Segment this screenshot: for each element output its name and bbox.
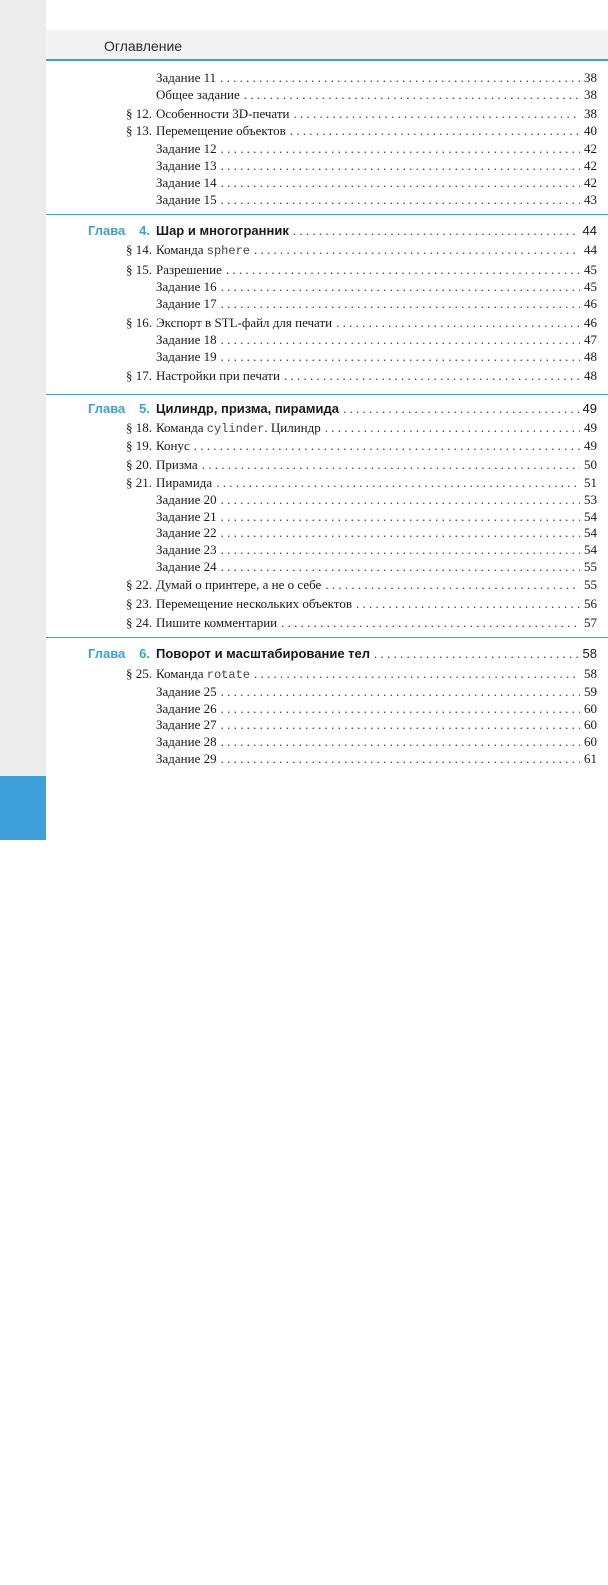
- entry-title-text: Перемещение нескольких объектов: [156, 596, 352, 611]
- toc-section-row: [0, 314, 597, 331]
- section-number: § 16.: [126, 315, 152, 330]
- entry-title-text: Экспорт в STL-файл для печати: [156, 315, 333, 330]
- entry-title-text: Разрешение: [156, 262, 222, 277]
- page-reference: 60: [584, 734, 597, 749]
- toc-entry-body: [156, 191, 597, 208]
- entry-title-text: Задание 16: [156, 279, 217, 294]
- page-reference: 46: [584, 296, 597, 311]
- dot-leader: [221, 331, 580, 348]
- page-reference: 42: [584, 141, 597, 156]
- dot-leader: [284, 367, 580, 384]
- toc-entry-title: [156, 348, 221, 365]
- toc-chapter-row: [0, 645, 597, 662]
- dot-leader: [325, 576, 580, 593]
- entry-title-suffix: . Цилиндр: [264, 420, 321, 435]
- page-reference: 49: [582, 401, 597, 416]
- toc-entry-title: [156, 456, 202, 473]
- dot-leader: [254, 241, 580, 258]
- toc-entry-title: [156, 474, 216, 491]
- dot-leader: [220, 69, 580, 86]
- toc-task-row: [0, 683, 597, 700]
- section-number: § 20.: [126, 457, 152, 472]
- page-reference: 59: [584, 684, 597, 699]
- toc-section-row: [0, 261, 597, 278]
- entry-title-text: Задание 24: [156, 559, 217, 574]
- page-reference: 60: [584, 701, 597, 716]
- page-reference: 42: [584, 175, 597, 190]
- toc-entry-body: [156, 241, 597, 260]
- entry-title-text: Задание 11: [156, 70, 217, 85]
- toc-entry-title: [156, 222, 293, 239]
- toc-entry-body: [156, 331, 597, 348]
- entry-title-text: Цилиндр, призма, пирамида: [156, 401, 339, 416]
- code-keyword: rotate: [206, 668, 250, 682]
- toc-entry-body: [156, 86, 597, 103]
- toc-entry-title: [156, 645, 374, 662]
- toc-entry-body: [156, 157, 597, 174]
- toc-section-row: [0, 576, 597, 593]
- dot-leader: [221, 157, 580, 174]
- toc-section-row: [0, 456, 597, 473]
- dot-leader: [221, 733, 580, 750]
- toc-entry-title: [156, 576, 325, 593]
- dot-leader: [221, 278, 580, 295]
- toc-entry-body: [156, 614, 597, 631]
- page-reference: 40: [584, 123, 597, 138]
- chapter-number: 5.: [139, 401, 150, 416]
- dot-leader: [221, 716, 580, 733]
- page-reference: 42: [584, 158, 597, 173]
- toc-entry-body: [156, 645, 597, 662]
- page-reference: 55: [584, 559, 597, 574]
- toc-entry-title: [156, 665, 254, 684]
- toc-entry-body: [156, 400, 597, 417]
- dot-leader: [290, 122, 580, 139]
- toc-section-row: [0, 105, 597, 122]
- page-reference: 48: [584, 349, 597, 364]
- entry-title-text: Задание 12: [156, 141, 217, 156]
- page-reference: 54: [584, 525, 597, 540]
- dot-leader: [221, 491, 580, 508]
- entry-title-text: Задание 14: [156, 175, 217, 190]
- page-reference: 46: [584, 315, 597, 330]
- toc-task-row: [0, 491, 597, 508]
- entry-title-text: Поворот и масштабирование тел: [156, 646, 371, 661]
- page-reference: 49: [584, 438, 597, 453]
- toc-entry-title: [156, 491, 221, 508]
- toc-entry-title: [156, 558, 221, 575]
- toc-entry-title: [156, 614, 281, 631]
- dot-leader: [221, 683, 580, 700]
- toc-entry-title: [156, 86, 244, 103]
- toc-chapter-row: [0, 400, 597, 417]
- entry-title-text: Пишите комментарии: [156, 615, 278, 630]
- entry-title-text: Задание 26: [156, 701, 217, 716]
- toc-entry-title: [156, 400, 343, 417]
- entry-title-text: Задание 19: [156, 349, 217, 364]
- dot-leader: [221, 750, 580, 767]
- toc-entry-body: [156, 456, 597, 473]
- toc-entry-body: [156, 541, 597, 558]
- entry-title-text: Задание 17: [156, 296, 217, 311]
- chapter-label: Глава: [88, 401, 126, 416]
- toc-task-row: [0, 295, 597, 312]
- section-number: § 14.: [126, 242, 152, 257]
- toc-entry-body: [156, 665, 597, 684]
- toc-task-row: [0, 86, 597, 103]
- dot-leader: [221, 140, 580, 157]
- toc-entry-title: [156, 750, 221, 767]
- page-reference: 49: [584, 420, 597, 435]
- toc-entry-body: [156, 122, 597, 139]
- toc-task-row: [0, 733, 597, 750]
- entry-title-text: Задание 28: [156, 734, 217, 749]
- toc-entry-body: [156, 419, 597, 438]
- toc-section-row: [0, 474, 597, 491]
- dot-leader: [216, 474, 580, 491]
- toc-entry-body: [156, 750, 597, 767]
- entry-title-text: Задание 20: [156, 492, 217, 507]
- toc-entry-body: [156, 576, 597, 593]
- entry-title-text: Команда: [156, 420, 207, 435]
- toc-entry-body: [156, 348, 597, 365]
- dot-leader: [194, 437, 580, 454]
- toc-entry-body: [156, 174, 597, 191]
- dot-leader: [325, 419, 580, 436]
- chapter-divider: [46, 637, 608, 638]
- entry-title-text: Конус: [156, 438, 190, 453]
- toc-entry-title: [156, 367, 284, 384]
- dot-leader: [221, 348, 580, 365]
- toc-section-row: [0, 241, 597, 258]
- toc-entry-title: [156, 69, 220, 86]
- page-reference: 60: [584, 717, 597, 732]
- toc-chapter-row: [0, 222, 597, 239]
- section-number: § 24.: [126, 615, 152, 630]
- toc-task-row: [0, 541, 597, 558]
- entry-title-text: Задание 25: [156, 684, 217, 699]
- toc-entry-title: [156, 157, 221, 174]
- toc-task-row: [0, 278, 597, 295]
- entry-title-text: Перемещение объектов: [156, 123, 286, 138]
- entry-title-text: Задание 21: [156, 509, 217, 524]
- toc-section-row: [0, 419, 597, 436]
- chapter-label: Глава: [88, 646, 126, 661]
- toc-section-row: [0, 614, 597, 631]
- page-reference: 45: [584, 262, 597, 277]
- entry-title-text: Задание 29: [156, 751, 217, 766]
- header-title: Оглавление: [104, 38, 183, 54]
- toc-section-row: [0, 437, 597, 454]
- entry-title-text: Шар и многогранник: [156, 223, 289, 238]
- toc-entry-body: [156, 474, 597, 491]
- page-reference: 57: [584, 615, 597, 630]
- entry-title-text: Задание 27: [156, 717, 217, 732]
- page-number-block: [0, 776, 46, 1584]
- toc-task-row: [0, 508, 597, 525]
- entry-title-text: Призма: [156, 457, 198, 472]
- toc-entry-title: [156, 541, 221, 558]
- toc-task-row: [0, 140, 597, 157]
- dot-leader: [343, 400, 579, 417]
- page-reference: 58: [582, 646, 597, 661]
- toc-entry-body: [156, 491, 597, 508]
- toc-task-row: [0, 348, 597, 365]
- page-reference: 38: [584, 87, 597, 102]
- toc-entry-title: [156, 261, 226, 278]
- dot-leader: [221, 700, 580, 717]
- dot-leader: [293, 222, 579, 239]
- chapter-number: 6.: [139, 646, 150, 661]
- toc-section-row: [0, 122, 597, 139]
- dot-leader: [221, 191, 580, 208]
- section-number: § 12.: [126, 106, 152, 121]
- toc-task-row: [0, 69, 597, 86]
- chapter-divider: [46, 214, 608, 215]
- dot-leader: [244, 86, 580, 103]
- page-reference: 58: [584, 666, 597, 681]
- toc-task-row: [0, 331, 597, 348]
- toc-entry-title: [156, 437, 194, 454]
- toc-entry-title: [156, 191, 221, 208]
- toc-entry-body: [156, 105, 597, 122]
- entry-title-text: Пирамида: [156, 475, 213, 490]
- toc-entry-body: [156, 683, 597, 700]
- entry-title-text: Команда: [156, 242, 207, 257]
- page-reference: 44: [582, 223, 597, 238]
- page-reference: 45: [584, 279, 597, 294]
- dot-leader: [356, 595, 580, 612]
- toc-task-row: [0, 700, 597, 717]
- toc-section-row: [0, 367, 597, 384]
- page-reference: 54: [584, 509, 597, 524]
- section-number: § 13.: [126, 123, 152, 138]
- dot-leader: [374, 645, 579, 662]
- toc-entry-body: [156, 558, 597, 575]
- dot-leader: [202, 456, 580, 473]
- toc-entry-body: [156, 314, 597, 331]
- toc-entry-title: [156, 278, 221, 295]
- entry-title-text: Задание 15: [156, 192, 217, 207]
- toc-entry-title: [156, 295, 221, 312]
- toc-entry-title: [156, 683, 221, 700]
- section-number: § 15.: [126, 262, 152, 277]
- toc-entry-body: [156, 367, 597, 384]
- section-number: § 23.: [126, 596, 152, 611]
- section-number: § 19.: [126, 438, 152, 453]
- toc-task-row: [0, 716, 597, 733]
- dot-leader: [221, 558, 580, 575]
- toc-entry-body: [156, 700, 597, 717]
- toc-entry-title: [156, 524, 221, 541]
- toc-entry-body: [156, 595, 597, 612]
- entry-title-text: Общее задание: [156, 87, 240, 102]
- toc-task-row: [0, 558, 597, 575]
- toc-entry-body: [156, 69, 597, 86]
- dot-leader: [336, 314, 580, 331]
- dot-leader: [281, 614, 580, 631]
- toc-task-row: [0, 157, 597, 174]
- toc-entry-body: [156, 437, 597, 454]
- dot-leader: [226, 261, 580, 278]
- toc-entry-title: [156, 122, 290, 139]
- toc-entry-body: [156, 716, 597, 733]
- toc-entry-body: [156, 508, 597, 525]
- entry-title-text: Особенности 3D-печати: [156, 106, 290, 121]
- code-keyword: cylinder: [206, 422, 265, 436]
- chapter-number: 4.: [139, 223, 150, 238]
- dot-leader: [221, 295, 580, 312]
- page-reference: 53: [584, 492, 597, 507]
- chapter-divider: [46, 394, 608, 395]
- page-reference: 51: [584, 475, 597, 490]
- toc-entry-title: [156, 419, 325, 438]
- section-number: § 21.: [126, 475, 152, 490]
- section-number: § 17.: [126, 368, 152, 383]
- toc-entry-title: [156, 700, 221, 717]
- toc-entry-body: [156, 295, 597, 312]
- toc-task-row: [0, 174, 597, 191]
- dot-leader: [221, 541, 580, 558]
- code-keyword: sphere: [206, 244, 250, 258]
- dot-leader: [221, 174, 580, 191]
- page-reference: 50: [584, 457, 597, 472]
- entry-title-text: Задание 18: [156, 332, 217, 347]
- toc-entry-title: [156, 508, 221, 525]
- toc-task-row: [0, 191, 597, 208]
- page-reference: 47: [584, 332, 597, 347]
- entry-title-text: Настройки при печати: [156, 368, 280, 383]
- toc-section-row: [0, 595, 597, 612]
- running-header: [46, 30, 608, 61]
- page-reference: 38: [584, 106, 597, 121]
- page-reference: 54: [584, 542, 597, 557]
- page-reference: 56: [584, 596, 597, 611]
- toc-entry-title: [156, 105, 294, 122]
- toc-entry-title: [156, 733, 221, 750]
- page-reference: 44: [584, 242, 597, 257]
- toc-entry-title: [156, 174, 221, 191]
- toc-entry-body: [156, 140, 597, 157]
- page-reference: 38: [584, 70, 597, 85]
- toc-entry-title: [156, 241, 254, 260]
- toc-entry-body: [156, 733, 597, 750]
- toc-entry-body: [156, 261, 597, 278]
- entry-title-text: Команда: [156, 666, 207, 681]
- toc-entry-body: [156, 278, 597, 295]
- toc-entry-body: [156, 222, 597, 239]
- dot-leader: [221, 508, 580, 525]
- dot-leader: [254, 665, 580, 682]
- section-number: § 22.: [126, 577, 152, 592]
- toc-entry-title: [156, 595, 356, 612]
- toc-entry-title: [156, 331, 221, 348]
- dot-leader: [221, 524, 580, 541]
- toc-entry-title: [156, 314, 336, 331]
- entry-title-text: Задание 22: [156, 525, 217, 540]
- toc-entry-body: [156, 524, 597, 541]
- page-reference: 55: [584, 577, 597, 592]
- entry-title-text: Задание 23: [156, 542, 217, 557]
- section-number: § 25.: [126, 666, 152, 681]
- page-number: 4: [11, 1565, 21, 1584]
- section-number: § 18.: [126, 420, 152, 435]
- page-reference: 43: [584, 192, 597, 207]
- page-reference: 48: [584, 368, 597, 383]
- chapter-label: Глава: [88, 223, 126, 238]
- toc-task-row: [0, 750, 597, 767]
- entry-title-text: Задание 13: [156, 158, 217, 173]
- toc-task-row: [0, 524, 597, 541]
- toc-section-row: [0, 665, 597, 682]
- page-reference: 61: [584, 751, 597, 766]
- entry-title-text: Думай о принтере, а не о себе: [156, 577, 322, 592]
- toc-entry-title: [156, 716, 221, 733]
- dot-leader: [294, 105, 581, 122]
- toc-entry-title: [156, 140, 221, 157]
